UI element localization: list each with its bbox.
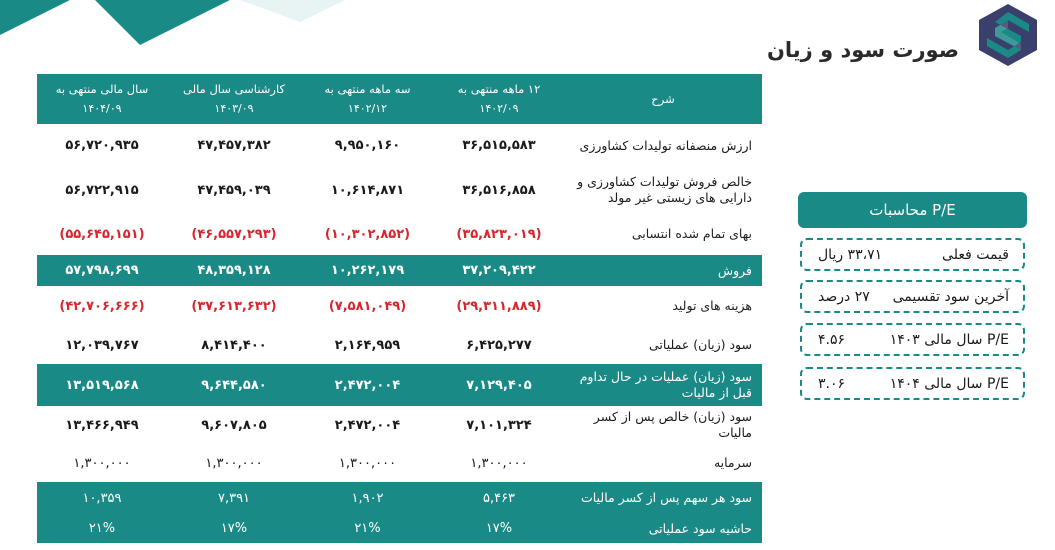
pe-item-label: قیمت فعلی — [942, 247, 1009, 263]
cell-value: ۱۳,۴۶۶,۹۴۹ — [65, 417, 139, 433]
cell-value: (۲۹,۳۱۱,۸۸۹) — [456, 298, 542, 314]
pe-current-price-box — [800, 238, 1025, 271]
row-label: سود (زیان) عملیاتی — [648, 337, 752, 352]
cell-value: (۳۵,۸۲۳,۰۱۹) — [456, 226, 542, 242]
table-row — [37, 364, 762, 406]
cell-value: ۲۱% — [37, 514, 167, 543]
pe-calculation-header: محاسبات P/E — [798, 192, 1027, 228]
cell-value: ۱۰,۶۱۴,۸۷۱ — [330, 182, 405, 198]
row-label: ارزش منصفانه تولیدات کشاورزی — [579, 137, 752, 153]
table-row — [37, 406, 762, 444]
row-label: خالص فروش تولیدات کشاورزی و دارایی های زیستی غیر مولد — [577, 174, 752, 205]
decorative-header-shapes — [0, 0, 360, 60]
table-row — [37, 255, 762, 286]
cell-value: ۱,۳۰۰,۰۰۰ — [338, 455, 397, 471]
pe-item-value: ۳.۰۶ — [818, 376, 846, 392]
cell-value: ۱,۹۰۲ — [301, 482, 434, 514]
cell-value: ۳۶,۵۱۶,۸۵۸ — [462, 182, 536, 198]
cell-value: ۳۶,۵۱۵,۵۸۳ — [462, 138, 536, 153]
row-label: فروش — [564, 255, 762, 286]
cell-value: ۹,۶۴۴,۵۸۰ — [167, 364, 301, 406]
cell-value: ۶,۴۲۵,۲۷۷ — [466, 337, 532, 353]
table-row — [37, 514, 762, 543]
pe-item-label: P/E سال مالی ۱۴۰۴ — [889, 376, 1009, 392]
cell-value: ۴۷,۴۵۹,۰۳۹ — [197, 182, 271, 198]
cell-value: ۷,۱۰۱,۳۲۴ — [466, 417, 532, 433]
cell-value: (۴۶,۵۵۷,۲۹۳) — [191, 226, 277, 242]
row-label: حاشیه سود عملیاتی — [564, 514, 762, 543]
pe-item-value: ۲۷ درصد — [818, 289, 870, 305]
cell-value: (۵۵,۶۴۵,۱۵۱) — [59, 226, 145, 242]
column-header: شرح — [564, 74, 762, 124]
table-row — [37, 167, 762, 213]
table-row — [37, 124, 762, 167]
cell-value: ۹,۹۵۰,۱۶۰ — [334, 138, 401, 153]
cell-value: ۴۸,۳۵۹,۱۲۸ — [167, 255, 301, 286]
cell-value: ۲۱% — [301, 514, 434, 543]
cell-value: ۲,۱۶۴,۹۵۹ — [334, 337, 401, 353]
column-header: سال مالی منتهی به ۱۴۰۴/۰۹ — [37, 74, 167, 124]
cell-value: ۴۷,۴۵۷,۳۸۲ — [197, 138, 271, 153]
row-label: سود (زیان) عملیات در حال تداوم قبل از مالیات — [564, 364, 762, 406]
cell-value: (۷,۵۸۱,۰۴۹) — [328, 298, 407, 314]
pe-item-value: ۴.۵۶ — [818, 332, 846, 348]
cell-value: ۵,۴۶۳ — [434, 482, 564, 514]
pe-item-label: P/E سال مالی ۱۴۰۳ — [889, 332, 1009, 348]
cell-value: ۹,۶۰۷,۸۰۵ — [201, 417, 267, 433]
column-header: ۱۲ ماهه منتهی به ۱۴۰۲/۰۹ — [434, 74, 564, 124]
cell-value: ۱۳,۵۱۹,۵۶۸ — [37, 364, 167, 406]
cell-value: ۱۰,۳۵۹ — [37, 482, 167, 514]
cell-value: ۱۲,۰۳۹,۷۶۷ — [65, 337, 139, 353]
cell-value: ۱,۳۰۰,۰۰۰ — [73, 455, 131, 471]
page-title: صورت سود و زیان — [766, 38, 959, 62]
pe-1404-box — [800, 367, 1025, 400]
cell-value: ۲,۴۷۲,۰۰۴ — [301, 364, 434, 406]
table-row — [37, 444, 762, 482]
cell-value: ۵۷,۷۹۸,۶۹۹ — [37, 255, 167, 286]
cell-value: ۸,۴۱۴,۴۰۰ — [201, 337, 267, 353]
cell-value: (۱۰,۳۰۲,۸۵۲) — [324, 226, 411, 242]
cell-value: (۳۷,۶۱۳,۶۳۲) — [191, 298, 277, 314]
cell-value: ۱,۳۰۰,۰۰۰ — [470, 455, 528, 471]
cell-value: ۵۶,۷۲۰,۹۳۵ — [65, 138, 139, 153]
pe-item-value: ۳۳،۷۱ ریال — [818, 247, 883, 263]
row-label: سرمایه — [713, 455, 752, 470]
cell-value: ۱,۳۰۰,۰۰۰ — [205, 455, 263, 471]
table-row — [37, 213, 762, 255]
table-row — [37, 482, 762, 514]
income-statement-table — [37, 74, 762, 543]
company-logo — [975, 2, 1041, 68]
cell-value: ۱۰,۲۶۲,۱۷۹ — [301, 255, 434, 286]
row-label: بهای تمام شده انتسابی — [631, 226, 752, 241]
column-header: سه ماهه منتهی به ۱۴۰۲/۱۲ — [301, 74, 434, 124]
cell-value: ۳۷,۲۰۹,۴۲۲ — [434, 255, 564, 286]
cell-value: ۷,۱۲۹,۴۰۵ — [434, 364, 564, 406]
pe-last-dividend-box — [800, 280, 1025, 313]
table-row — [37, 326, 762, 364]
pe-1403-box — [800, 323, 1025, 356]
cell-value: ۱۷% — [167, 514, 301, 543]
cell-value: ۱۷% — [434, 514, 564, 543]
cell-value: ۲,۴۷۲,۰۰۴ — [334, 417, 401, 433]
row-label: سود هر سهم پس از کسر مالیات — [564, 482, 762, 514]
cell-value: (۴۲,۷۰۶,۶۶۶) — [59, 298, 145, 314]
row-label: سود (زیان) خالص پس از کسر مالیات — [593, 409, 752, 440]
table-header-row — [37, 74, 762, 124]
cell-value: ۷,۳۹۱ — [167, 482, 301, 514]
table-row — [37, 286, 762, 326]
row-label: هزینه های تولید — [672, 298, 752, 313]
pe-item-label: آخرین سود تقسیمی — [892, 289, 1009, 305]
cell-value: ۵۶,۷۲۲,۹۱۵ — [65, 182, 139, 198]
column-header: کارشناسی سال مالی ۱۴۰۳/۰۹ — [167, 74, 301, 124]
